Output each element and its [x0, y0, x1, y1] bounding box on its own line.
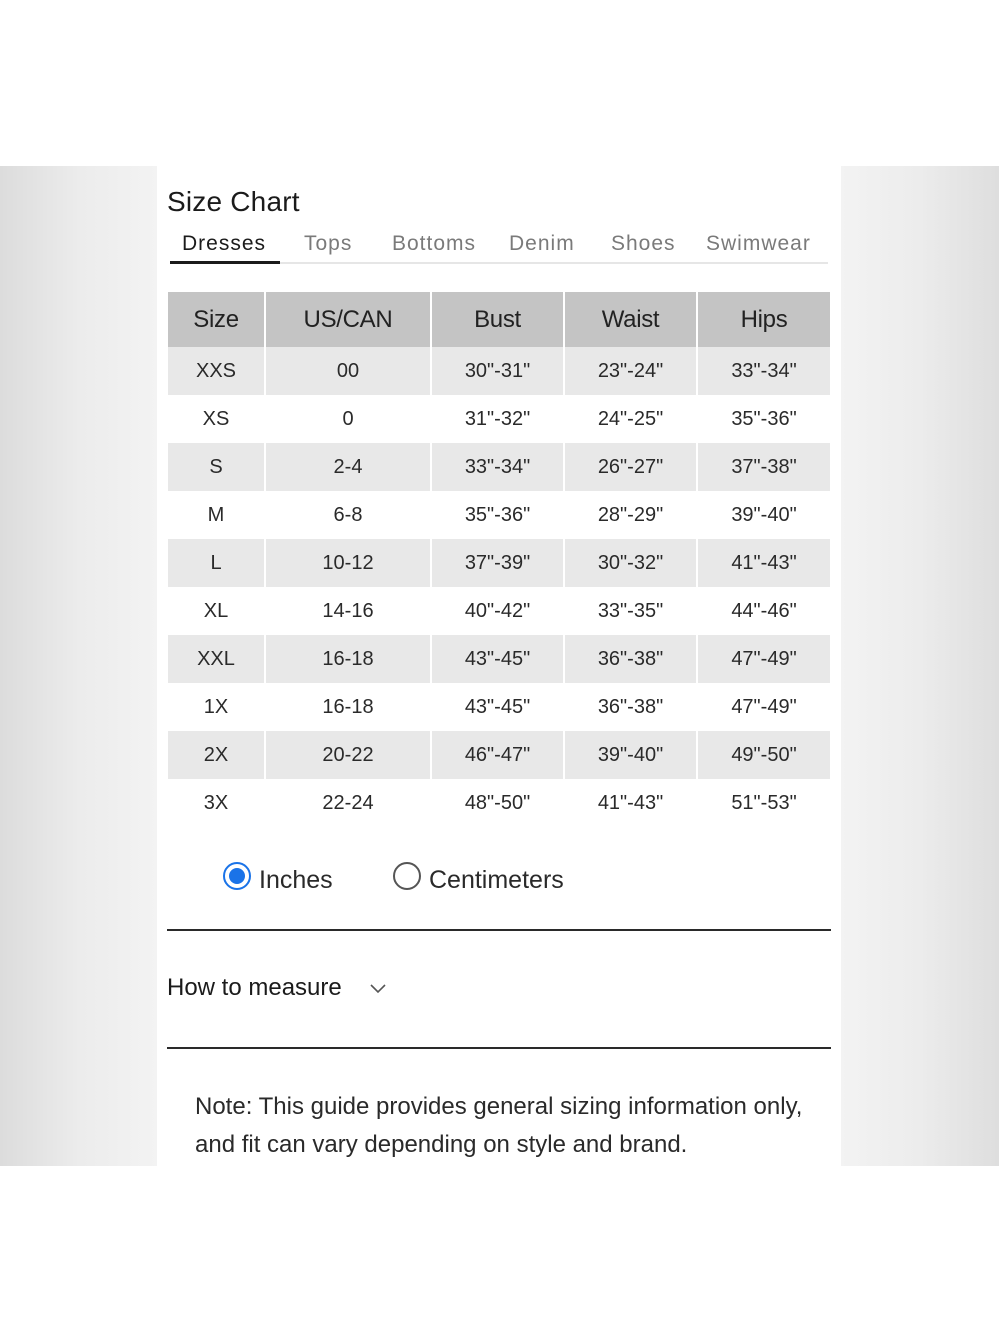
cell-hips: 51"-53" — [697, 779, 830, 827]
note-text: This guide provides general sizing information only, and fit can vary depending on style and brand. — [195, 1093, 803, 1158]
cell-waist: 28"-29" — [564, 491, 697, 539]
cell-us-can: 10-12 — [265, 539, 431, 587]
cell-us-can: 16-18 — [265, 683, 431, 731]
cell-size: 1X — [168, 683, 265, 731]
category-tabs — [170, 228, 828, 264]
tab-dresses[interactable]: Dresses — [182, 232, 267, 255]
note-prefix: Note: — [195, 1093, 253, 1120]
radio-inches-checked-icon[interactable] — [223, 862, 251, 890]
table-row — [168, 731, 830, 779]
cell-us-can: 22-24 — [265, 779, 431, 827]
cell-waist: 23"-24" — [564, 347, 697, 395]
active-tab-indicator — [170, 261, 280, 264]
cell-us-can: 20-22 — [265, 731, 431, 779]
cell-size: S — [168, 443, 265, 491]
cell-bust: 30"-31" — [431, 347, 564, 395]
column-header-size: Size — [168, 292, 265, 347]
cell-us-can: 6-8 — [265, 491, 431, 539]
cell-bust: 37"-39" — [431, 539, 564, 587]
cell-size: XS — [168, 395, 265, 443]
cell-hips: 47"-49" — [697, 635, 830, 683]
tab-shoes[interactable]: Shoes — [611, 232, 676, 255]
table-row — [168, 395, 830, 443]
how-to-measure-toggle[interactable] — [167, 974, 388, 1002]
size-table — [168, 292, 830, 827]
tab-swimwear[interactable]: Swimwear — [706, 232, 811, 255]
cell-waist: 41"-43" — [564, 779, 697, 827]
column-header-bust: Bust — [431, 292, 564, 347]
cell-us-can: 00 — [265, 347, 431, 395]
cell-hips: 49"-50" — [697, 731, 830, 779]
column-header-us-can: US/CAN — [265, 292, 431, 347]
cell-size: XL — [168, 587, 265, 635]
cell-us-can: 0 — [265, 395, 431, 443]
table-row — [168, 443, 830, 491]
size-table-container — [168, 292, 830, 827]
cell-size: 2X — [168, 731, 265, 779]
radio-centimeters-label[interactable]: Centimeters — [429, 866, 564, 894]
tab-tops[interactable]: Tops — [304, 232, 353, 255]
cell-hips: 47"-49" — [697, 683, 830, 731]
how-to-measure-label[interactable]: How to measure — [167, 974, 342, 1001]
cell-hips: 37"-38" — [697, 443, 830, 491]
divider-top — [167, 929, 831, 931]
cell-bust: 40"-42" — [431, 587, 564, 635]
cell-waist: 24"-25" — [564, 395, 697, 443]
sizing-note — [195, 1088, 825, 1164]
cell-us-can: 2-4 — [265, 443, 431, 491]
column-header-waist: Waist — [564, 292, 697, 347]
table-row — [168, 347, 830, 395]
cell-us-can: 14-16 — [265, 587, 431, 635]
cell-size: 3X — [168, 779, 265, 827]
cell-size: M — [168, 491, 265, 539]
table-row — [168, 683, 830, 731]
cell-waist: 26"-27" — [564, 443, 697, 491]
cell-waist: 39"-40" — [564, 731, 697, 779]
cell-bust: 48"-50" — [431, 779, 564, 827]
cell-size: XXS — [168, 347, 265, 395]
cell-hips: 33"-34" — [697, 347, 830, 395]
size-chart-panel — [157, 166, 841, 1166]
cell-size: L — [168, 539, 265, 587]
table-row — [168, 635, 830, 683]
cell-hips: 44"-46" — [697, 587, 830, 635]
tab-denim[interactable]: Denim — [509, 232, 575, 255]
divider-bottom — [167, 1047, 831, 1049]
table-header-row — [168, 292, 830, 347]
chevron-down-icon[interactable] — [368, 981, 388, 995]
radio-centimeters[interactable] — [393, 856, 564, 895]
cell-waist: 36"-38" — [564, 635, 697, 683]
cell-waist: 30"-32" — [564, 539, 697, 587]
cell-bust: 43"-45" — [431, 683, 564, 731]
cell-bust: 31"-32" — [431, 395, 564, 443]
cell-hips: 39"-40" — [697, 491, 830, 539]
cell-bust: 43"-45" — [431, 635, 564, 683]
screen — [0, 166, 999, 1166]
table-row — [168, 587, 830, 635]
cell-bust: 33"-34" — [431, 443, 564, 491]
table-row — [168, 539, 830, 587]
cell-hips: 35"-36" — [697, 395, 830, 443]
column-header-hips: Hips — [697, 292, 830, 347]
radio-inches[interactable] — [223, 856, 333, 895]
radio-centimeters-unchecked-icon[interactable] — [393, 862, 421, 890]
cell-hips: 41"-43" — [697, 539, 830, 587]
cell-us-can: 16-18 — [265, 635, 431, 683]
cell-size: XXL — [168, 635, 265, 683]
table-row — [168, 491, 830, 539]
cell-bust: 35"-36" — [431, 491, 564, 539]
table-row — [168, 779, 830, 827]
cell-waist: 36"-38" — [564, 683, 697, 731]
radio-inches-label[interactable]: Inches — [259, 866, 333, 894]
cell-waist: 33"-35" — [564, 587, 697, 635]
cell-bust: 46"-47" — [431, 731, 564, 779]
tab-bottoms[interactable]: Bottoms — [392, 232, 477, 255]
page-title: Size Chart — [167, 186, 300, 217]
